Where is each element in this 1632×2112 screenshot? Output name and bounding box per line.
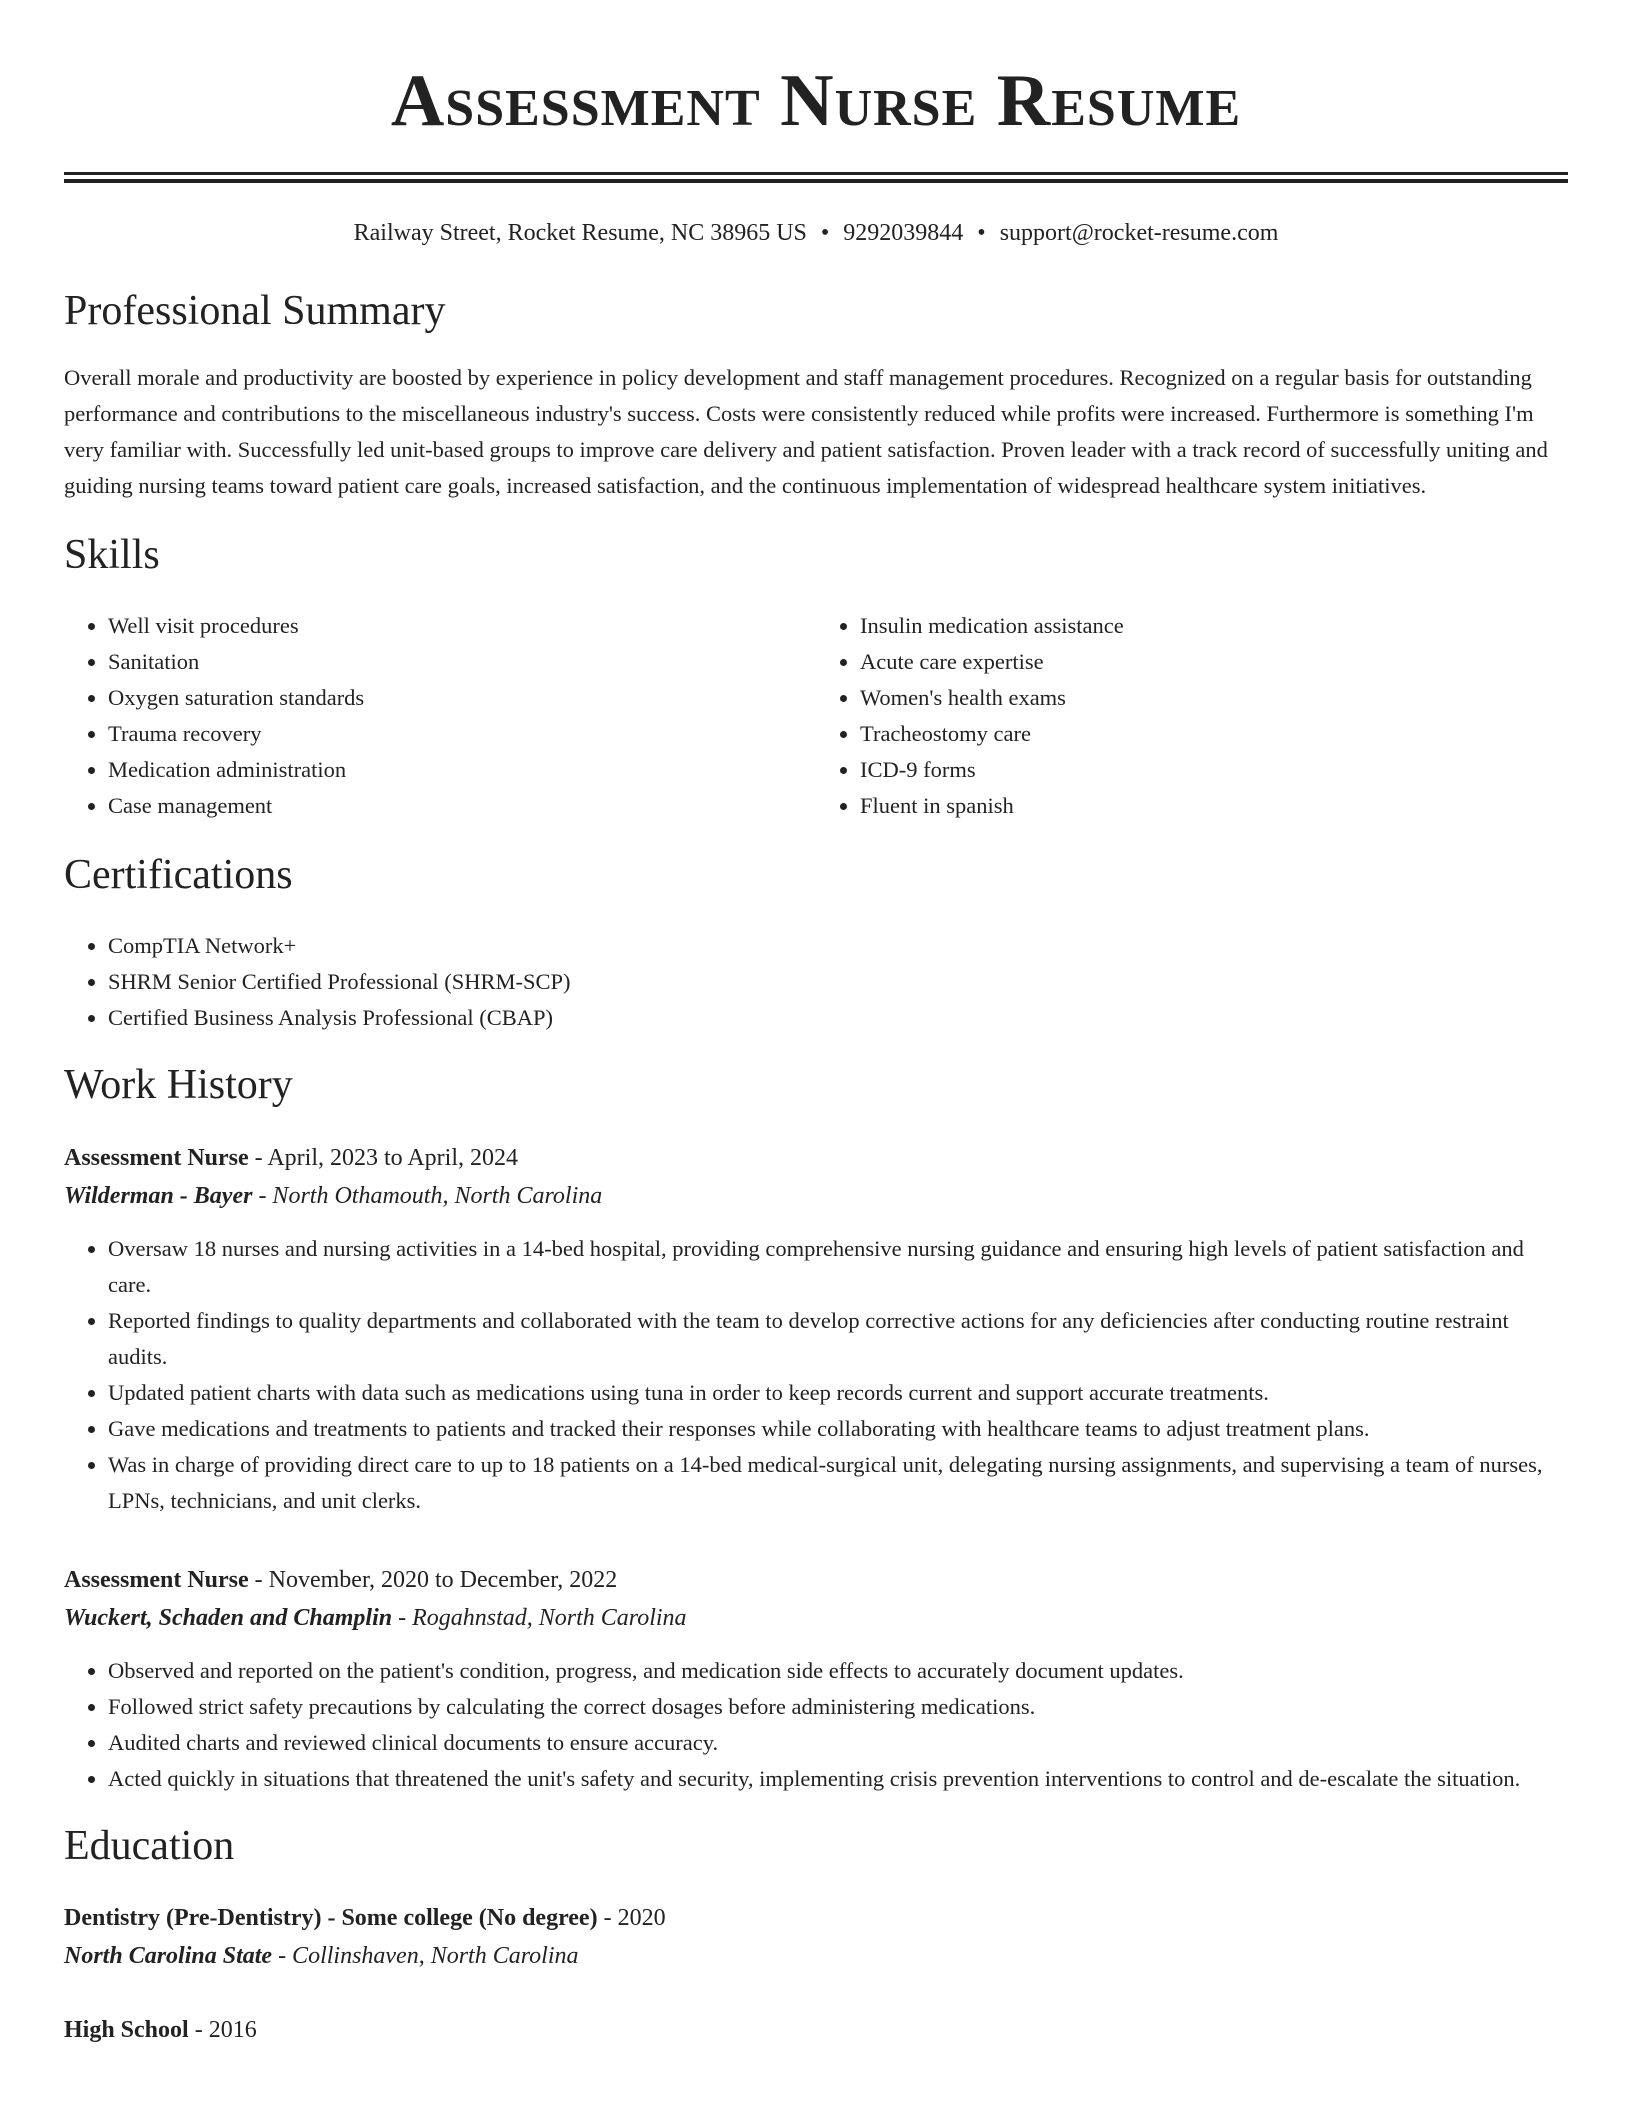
job-duty: • Was in charge of providing direct care to up to 18 patients on a 14-bed medical-surgical unit, delegating nursing assignments, and supervising a team of nurses, LPNs, technicians, and unit clerks. (108, 1447, 1568, 1519)
job-company: Wuckert, Schaden and Champlin (64, 1604, 393, 1631)
education-degree: Dentistry (Pre-Dentistry) - Some college (No degree) (64, 1904, 598, 1931)
job-duty: • Followed strict safety precautions by calculating the correct dosages before administering medications. (108, 1689, 1568, 1725)
skill-item: • Medication administration (108, 752, 816, 788)
education-location: - Collinshaven, North Carolina (272, 1942, 579, 1969)
job-duty: • Updated patient charts with data such as medications using tuna in order to keep records current and support accurate treatments. (108, 1375, 1568, 1411)
certifications-heading: Certifications (64, 852, 293, 899)
skill-item: • Acute care expertise (860, 644, 1568, 680)
job-duty: • Acted quickly in situations that threatened the unit's safety and security, implementing crisis prevention interventions to control and de-escalate the situation. (108, 1761, 1568, 1797)
resume-title: Assessment Nurse Resume (390, 60, 1242, 142)
skill-item: • Well visit procedures (108, 608, 816, 644)
job-duty: • Reported findings to quality departments and collaborated with the team to develop corrective actions for any deficiencies after conducting routine restraint audits. (108, 1303, 1568, 1375)
education-section (64, 1823, 1568, 2049)
skill-item: • Fluent in spanish (860, 788, 1568, 824)
job-duty: • Audited charts and reviewed clinical documents to ensure accuracy. (108, 1725, 1568, 1761)
job-dates: - April, 2023 to April, 2024 (248, 1144, 518, 1171)
title-divider (64, 172, 1568, 183)
skills-heading: Skills (64, 531, 160, 578)
job-entry (64, 1561, 1568, 1797)
skill-item: • ICD-9 forms (860, 752, 1568, 788)
contact-phone: 9292039844 (843, 220, 964, 246)
job-company-line (64, 1599, 1568, 1637)
education-school: North Carolina State (64, 1942, 273, 1969)
summary-text: Overall morale and productivity are boosted by experience in policy development and staff management procedures. Recognized on a regular basis for outstanding performance and contributions to the miscellaneous industry's success. Costs were consistently reduced while profits were increased. Furthermore is something I'm very familiar with. Successfully led unit-based groups to improve care delivery and patient satisfaction. Proven leader with a track record of successfully uniting and guiding nursing teams toward patient care goals, increased satisfaction, and the continuous implementation of widespread healthcare system initiatives. (64, 364, 1548, 498)
certification-item: • Certified Business Analysis Professional (CBAP) (108, 1000, 1568, 1036)
job-title-line (64, 1139, 1568, 1177)
job-duty: • Observed and reported on the patient's condition, progress, and medication side effects to accurately document updates. (108, 1653, 1568, 1689)
job-duties-list (64, 1231, 1568, 1519)
job-title: Assessment Nurse (64, 1144, 249, 1171)
job-entry (64, 1139, 1568, 1519)
job-company-line (64, 1177, 1568, 1215)
education-year: - 2016 (188, 2016, 257, 2043)
job-title: Assessment Nurse (64, 1566, 249, 1593)
skill-item: • Case management (108, 788, 816, 824)
job-duty: • Gave medications and treatments to patients and tracked their responses while collaborating with healthcare teams to adjust treatment plans. (108, 1411, 1568, 1447)
summary-heading: Professional Summary (64, 287, 446, 334)
education-year: - 2020 (597, 1904, 666, 1931)
job-location: - Rogahnstad, North Carolina (392, 1604, 687, 1631)
skills-columns (64, 608, 1568, 824)
job-duties-list (64, 1653, 1568, 1797)
education-degree: High School (64, 2016, 189, 2043)
summary-section (64, 288, 1568, 504)
work-history-section (64, 1062, 1568, 1796)
education-heading: Education (64, 1822, 235, 1869)
skill-item: • Sanitation (108, 644, 816, 680)
contact-email: support@rocket-resume.com (999, 220, 1279, 246)
job-location: - North Othamouth, North Carolina (252, 1182, 603, 1209)
skill-item: • Women's health exams (860, 680, 1568, 716)
education-entry (64, 1899, 1568, 1975)
contact-line (64, 219, 1568, 248)
education-school-line (64, 1937, 1568, 1975)
skills-section (64, 532, 1568, 824)
certification-item: • CompTIA Network+ (108, 928, 1568, 964)
job-title-line (64, 1561, 1568, 1599)
contact-separator: • (977, 220, 986, 246)
skills-list-left (64, 608, 816, 824)
education-entry (64, 2011, 1568, 2049)
education-degree-line (64, 1899, 1568, 1937)
job-company: Wilderman - Bayer (64, 1182, 253, 1209)
work-history-heading: Work History (64, 1062, 293, 1109)
skill-item: • Trauma recovery (108, 716, 816, 752)
certification-item: • SHRM Senior Certified Professional (SHRM-SCP) (108, 964, 1568, 1000)
job-duty: • Oversaw 18 nurses and nursing activities in a 14-bed hospital, providing comprehensive nursing guidance and ensuring high levels of patient satisfaction and care. (108, 1231, 1568, 1303)
job-dates: - November, 2020 to December, 2022 (248, 1566, 618, 1593)
contact-separator: • (820, 220, 830, 246)
skill-item: • Insulin medication assistance (860, 608, 1568, 644)
contact-address: Railway Street, Rocket Resume, NC 38965 US (353, 220, 807, 246)
certifications-section (64, 852, 1568, 1036)
skills-list-right (816, 608, 1568, 824)
education-degree-line (64, 2011, 1568, 2049)
skill-item: • Tracheostomy care (860, 716, 1568, 752)
certifications-list (64, 928, 1568, 1036)
skill-item: • Oxygen saturation standards (108, 680, 816, 716)
